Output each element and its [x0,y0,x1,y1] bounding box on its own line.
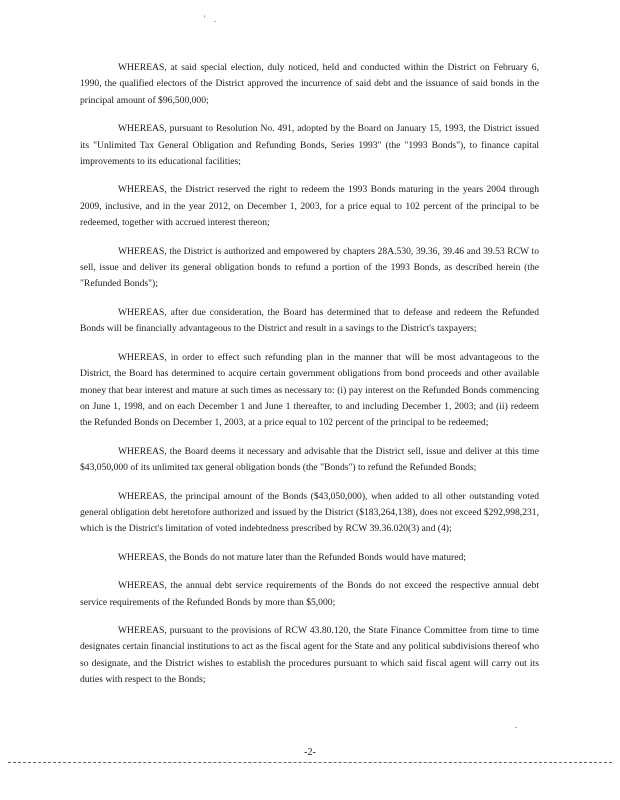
whereas-paragraph-8: WHEREAS, the principal amount of the Bonds ($43,050,000), when added to all other outstanding voted general obligation debt heretofore authorized and issued by the District ($183,264,138), does not exceed $292,998,231, which is the District's limitation of voted indebtedness prescribed by RCW 39.36.020(3) and (4); [80,490,539,535]
whereas-paragraph-2: WHEREAS, pursuant to Resolution No. 491, adopted by the Board on January 15, 1993, the District issued its "Unlimited Tax General Obligation and Refunding Bonds, Series 1993" (the "1993 Bonds"), to finance capital improvements to its educational facilities; [80,123,539,168]
whereas-paragraph-7: WHEREAS, the Board deems it necessary and advisable that the District sell, issue and deliver at this time $43,050,000 of its unlimited tax general obligation bonds (the "Bonds") to refund the Refunded Bonds; [80,445,539,474]
whereas-paragraph-10: WHEREAS, the annual debt service requirements of the Bonds do not exceed the respective annual debt service requirements of the Refunded Bonds by more than $5,000; [80,580,539,608]
whereas-paragraph-1: WHEREAS, at said special election, duly noticed, held and conducted within the District on February 6, 1990, the qualified electors of the District approved the incurrence of said debt and the issuance of said bonds in the principal amount of $96,500,000; [80,62,539,106]
whereas-paragraph-9: WHEREAS, the Bonds do not mature later than the Refunded Bonds would have matured; [118,551,466,563]
resolution-body [80,60,539,701]
whereas-paragraph-4: WHEREAS, the District is authorized and empowered by chapters 28A.530, 39.36, 39.46 and 39.53 RCW to sell, issue and deliver its general obligation bonds to refund a portion of the 1993 Bonds, as described herein (the "Refunded Bonds"); [80,245,539,290]
whereas-paragraph-5: WHEREAS, after due consideration, the Board has determined that to defease and redeem the Refunded Bonds will be financially advantageous to the District and result in a savings to the District's taxpayers; [80,306,539,335]
whereas-paragraph-11: WHEREAS, pursuant to the provisions of RCW 43.80.120, the State Finance Committee from time to time designates certain financial institutions to act as the fiscal agent for the State and any political subdivisions thereof who so designate, and the District wishes to establish the procedures pursuant to which said fiscal agent will carry out its duties with respect to the Bonds; [80,624,539,686]
whereas-paragraph-3: WHEREAS, the District reserved the right to redeem the 1993 Bonds maturing in the years 2004 through 2009, inclusive, and in the year 2012, on December 1, 2003, for a price equal to 102 percent of the principal to be redeemed, together with accrued interest thereon; [80,184,539,229]
scan-marks: ' . [204,14,220,24]
footer-divider [8,762,612,763]
page-number: -2- [304,747,316,758]
scan-tick-mark: . [515,720,518,730]
whereas-paragraph-6: WHEREAS, in order to effect such refunding plan in the manner that will be most advantageous to the District, the Board has determined to acquire certain government obligations from bond proceeds and other available money that bear interest and mature at such times as necessary to: (i) pay interest on the Refunded Bonds commencing on June 1, 1998, and on each December 1 and June 1 thereafter, to and including December 1, 2003; and (ii) redeem the Refunded Bonds on December 1, 2003, at a price equal to 102 percent of the principal to be redeemed; [80,351,539,429]
